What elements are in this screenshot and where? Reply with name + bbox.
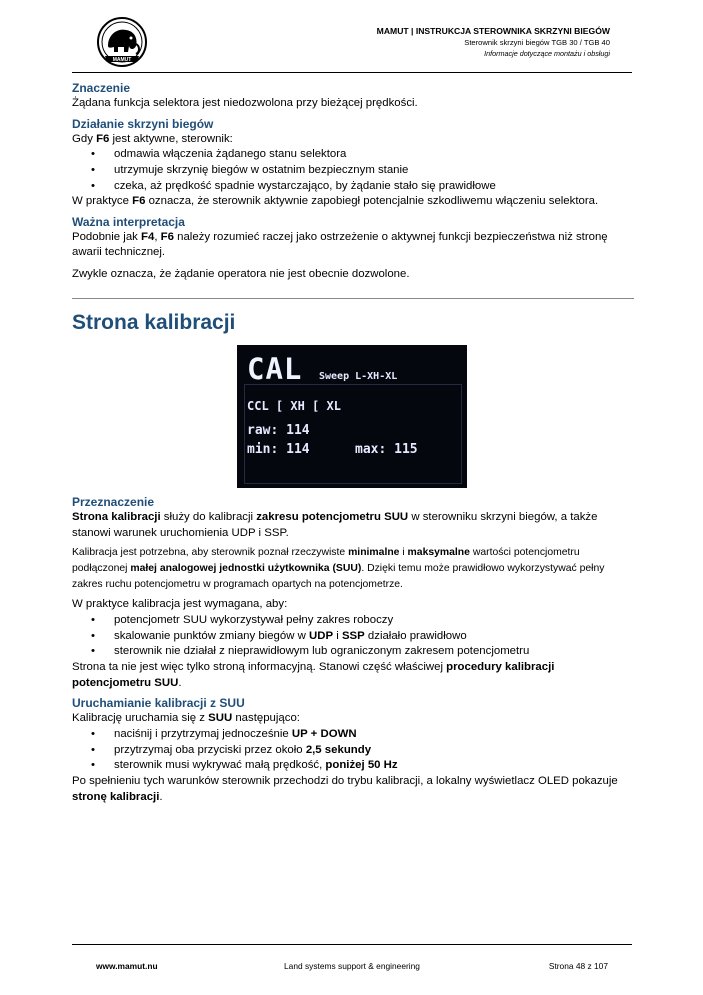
list-item: • utrzymuje skrzynię biegów w ostatnim bezpiecznym stanie [72, 163, 634, 179]
oled-mode-label: Sweep L-XH-XL [319, 371, 398, 383]
oled-text: Po spełnieniu tych warunków sterownik przechodzi do trybu kalibracji, a lokalny wyświetlacz OLED pokazuje stronę kalibracji. [72, 775, 618, 803]
list-item: • naciśnij i przytrzymaj jednocześnie UP + DOWN [72, 727, 634, 743]
oled-max-value: max: 115 [355, 442, 418, 458]
przeznaczenie-heading: Przeznaczenie [72, 495, 155, 510]
zwykle-text: Zwykle oznacza, że żądanie operatora nie jest obecnie dozwolone. [72, 267, 410, 280]
header-subtitle-italic: Informacje dotyczące montażu i obsługi [484, 49, 610, 58]
oled-ccl-line: CCL [ XH [ XL [247, 399, 341, 414]
oled-cal-label: CAL [247, 352, 303, 387]
list-item: • sterownik nie działał z nieprawidłowym lub ograniczonym zakresem potencjometru [72, 644, 634, 660]
list-item: • potencjometr SUU wykorzystywał pełny zakres roboczy [72, 613, 634, 629]
dzialanie-intro: Gdy F6 jest aktywne, sterownik: [72, 132, 233, 145]
logo-text: MAMUT [112, 57, 132, 63]
page-content [72, 80, 634, 805]
dzialanie-heading: Działanie skrzyni biegów [72, 116, 214, 131]
oled-screen-photo [237, 345, 467, 488]
oled-raw-value: raw: 114 [247, 423, 310, 439]
list-item: • sterownik musi wykrywać małą prędkość, poniżej 50 Hz [72, 758, 634, 774]
przeznaczenie-text: Strona kalibracji służy do kalibracji zakresu potencjometru SUU w sterowniku skrzyni biegów, a także stanowi warunek uruchomienia UDP i SSP. [72, 511, 598, 539]
section-title: Strona kalibracji [72, 311, 236, 335]
page-header [72, 14, 632, 73]
oled-min-value: min: 114 [247, 442, 310, 458]
page-footer [72, 944, 632, 975]
wymagana-list [72, 613, 634, 660]
page-number: Strona 48 z 107 [548, 961, 608, 971]
section-divider [72, 298, 634, 299]
znaczenie-heading: Znaczenie [72, 81, 131, 95]
wazna-heading: Ważna interpretacja [72, 214, 185, 229]
praktyka-text: W praktyce F6 oznacza, że sterownik aktywnie zapobiegł potencjalnie szkodliwemu włączeniu selektora. [72, 195, 599, 208]
header-title: MAMUT | INSTRUKCJA STEROWNIKA SKRZYNI BIEGÓW [376, 26, 610, 36]
list-item: • przytrzymaj oba przyciski przez około 2,5 sekundy [72, 743, 634, 759]
uruchamianie-heading: Uruchamianie kalibracji z SUU [72, 696, 245, 711]
mamut-logo [96, 16, 148, 68]
footer-website-link[interactable]: www.mamut.nu [96, 961, 158, 971]
procedura-text: Strona ta nie jest więc tylko stroną informacyjną. Stanowi część właściwej procedury kalibracji potencjometru SUU. [72, 661, 555, 689]
uruchamianie-intro: Kalibrację uruchamia się z SUU następująco: [72, 712, 300, 725]
list-item: • skalowanie punktów zmiany biegów w UDP i SSP działało prawidłowo [72, 629, 634, 645]
dzialanie-list [72, 147, 634, 194]
list-item: • odmawia włączenia żądanego stanu selektora [72, 147, 634, 163]
list-item: • czeka, aż prędkość spadnie wystarczająco, by żądanie stało się prawidłowe [72, 179, 634, 195]
znaczenie-text: Żądana funkcja selektora jest niedozwolona przy bieżącej prędkości. [72, 97, 418, 109]
header-subtitle: Sterownik skrzyni biegów TGB 30 / TGB 40 [464, 38, 610, 47]
footer-tagline: Land systems support & engineering [284, 961, 420, 971]
wymagana-text: W praktyce kalibracja jest wymagana, aby: [72, 598, 288, 611]
wazna-text: Podobnie jak F4, F6 należy rozumieć raczej jako ostrzeżenie o aktywnej funkcji bezpieczeństwa niż stronę awarii technicznej. [72, 230, 608, 259]
kalibracja-explanation: Kalibracja jest potrzebna, aby sterownik poznał rzeczywiste minimalne i maksymalne wartości potencjometru podłączonej małej analogowej jednostki użytkownika (SUU). Dzięki temu może prawidłowo wykorzystywać pełny zakres ruchu potencjometru w programach opartych na potencjometrze. [72, 547, 605, 591]
uruchamianie-list [72, 727, 634, 774]
